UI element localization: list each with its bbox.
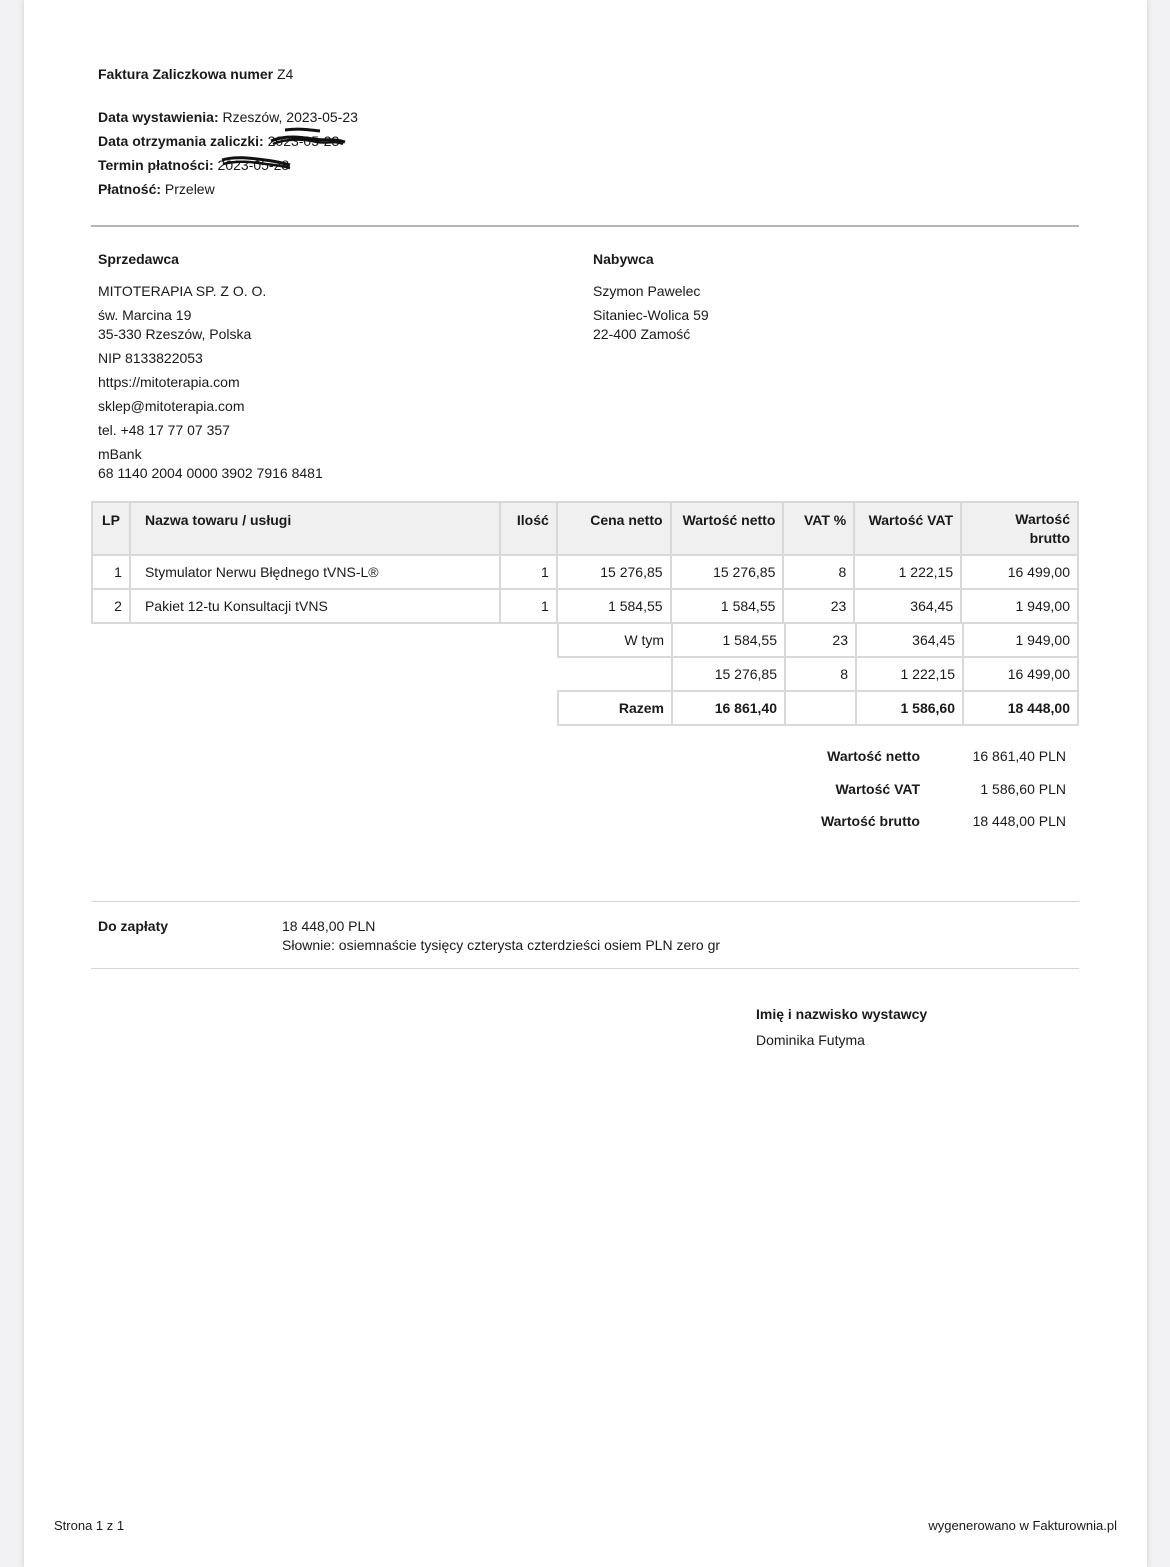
summary-total-gross: 18 448,00 — [963, 691, 1078, 725]
row-lp: 1 — [92, 555, 130, 589]
summary-total-row — [558, 691, 1078, 725]
totals-vat-label: Wartość VAT — [835, 781, 920, 797]
col-qty: Ilość — [500, 502, 557, 555]
row-net-value: 15 276,85 — [671, 555, 784, 589]
summary-empty-cell — [558, 657, 672, 691]
col-gross — [961, 502, 1078, 555]
row-name: Stymulator Nerwu Błędnego tVNS-L® — [130, 555, 500, 589]
due-date-label: Termin płatności: — [98, 157, 214, 173]
col-gross-line2: brutto — [1029, 530, 1070, 546]
row-net-value: 1 584,55 — [671, 589, 784, 623]
summary-row — [558, 623, 1078, 657]
totals-net-value: 16 861,40 PLN — [972, 748, 1066, 764]
payment-method-value: Przelew — [164, 181, 215, 197]
seller-phone: tel. +48 17 77 07 357 — [98, 422, 230, 438]
receipt-date-label: Data otrzymania zaliczki: — [98, 133, 264, 149]
totals-gross-value: 18 448,00 PLN — [972, 813, 1066, 829]
summary-net: 15 276,85 — [672, 657, 785, 691]
seller-heading: Sprzedawca — [98, 251, 179, 267]
row-vat-pct: 8 — [783, 555, 854, 589]
seller-city: 35-330 Rzeszów, Polska — [98, 326, 252, 342]
seller-bank: mBank — [98, 446, 142, 462]
items-table — [91, 501, 1079, 624]
seller-email: sklep@mitoterapia.com — [98, 398, 245, 414]
row-gross: 1 949,00 — [961, 589, 1078, 623]
row-net-price: 1 584,55 — [557, 589, 671, 623]
summary-total-label: Razem — [558, 691, 672, 725]
seller-nip: NIP 8133822053 — [98, 350, 203, 366]
col-lp: LP — [92, 502, 130, 555]
row-vat-value: 1 222,15 — [854, 555, 961, 589]
summary-vat-pct: 23 — [785, 623, 856, 657]
col-name: Nazwa towaru / usługi — [130, 502, 500, 555]
vat-summary-table — [557, 622, 1079, 726]
table-row — [92, 589, 1078, 623]
totals-net-label: Wartość netto — [827, 748, 920, 764]
issue-date-label: Data wystawienia: — [98, 109, 219, 125]
amount-due-value: 18 448,00 PLN — [282, 918, 376, 934]
amount-due-label: Do zapłaty — [98, 918, 169, 934]
issuer-name: Dominika Futyma — [756, 1032, 865, 1048]
summary-total-vat-pct-empty — [785, 691, 856, 725]
summary-vat: 1 222,15 — [856, 657, 963, 691]
summary-gross: 1 949,00 — [963, 623, 1078, 657]
issue-date-line — [98, 109, 358, 125]
amount-due-bottom-divider — [91, 968, 1079, 969]
col-net-value: Wartość netto — [671, 502, 784, 555]
seller-street: św. Marcina 19 — [98, 307, 192, 323]
receipt-date-line — [98, 133, 339, 149]
summary-w-tym-label: W tym — [558, 623, 672, 657]
amount-due-words: Słownie: osiemnaście tysięcy czterysta czterdzieści osiem PLN zero gr — [282, 937, 721, 953]
seller-website: https://mitoterapia.com — [98, 374, 240, 390]
row-qty: 1 — [500, 555, 557, 589]
buyer-heading: Nabywca — [593, 251, 654, 267]
row-lp: 2 — [92, 589, 130, 623]
due-date-line — [98, 157, 289, 173]
seller-account: 68 1140 2004 0000 3902 7916 8481 — [98, 465, 323, 481]
seller-name: MITOTERAPIA SP. Z O. O. — [98, 283, 267, 299]
row-vat-value: 364,45 — [854, 589, 961, 623]
summary-net: 1 584,55 — [672, 623, 785, 657]
due-date-value: 2023-05-28 — [217, 157, 290, 173]
summary-vat-pct: 8 — [785, 657, 856, 691]
header-divider — [91, 225, 1079, 227]
invoice-number: Z4 — [276, 66, 294, 82]
amount-due-top-divider — [91, 901, 1079, 902]
buyer-city: 22-400 Zamość — [593, 326, 691, 342]
receipt-date-value: 2023-05-23 — [267, 133, 340, 149]
summary-row — [558, 657, 1078, 691]
table-row — [92, 555, 1078, 589]
generated-by: wygenerowano w Fakturownia.pl — [928, 1518, 1117, 1533]
col-vat-pct: VAT % — [783, 502, 854, 555]
col-net-price: Cena netto — [557, 502, 671, 555]
payment-method-label: Płatność: — [98, 181, 162, 197]
row-net-price: 15 276,85 — [557, 555, 671, 589]
summary-vat: 364,45 — [856, 623, 963, 657]
page-number: Strona 1 z 1 — [54, 1518, 125, 1533]
summary-gross: 16 499,00 — [963, 657, 1078, 691]
row-vat-pct: 23 — [783, 589, 854, 623]
items-table-header — [92, 502, 1078, 555]
row-gross: 16 499,00 — [961, 555, 1078, 589]
buyer-street: Sitaniec-Wolica 59 — [593, 307, 709, 323]
invoice-title-label: Faktura Zaliczkowa numer — [98, 66, 274, 82]
summary-total-net: 16 861,40 — [672, 691, 785, 725]
row-name: Pakiet 12-tu Konsultacji tVNS — [130, 589, 500, 623]
issue-date-value: Rzeszów, 2023-05-23 — [222, 109, 358, 125]
totals-gross-label: Wartość brutto — [820, 813, 920, 829]
invoice-page — [24, 0, 1147, 1567]
col-gross-line1: Wartość — [1015, 511, 1070, 527]
payment-method-line — [98, 181, 215, 197]
col-vat-value: Wartość VAT — [854, 502, 961, 555]
summary-total-vat: 1 586,60 — [856, 691, 963, 725]
totals-vat-value: 1 586,60 PLN — [980, 781, 1066, 797]
row-qty: 1 — [500, 589, 557, 623]
invoice-title — [98, 66, 293, 82]
buyer-name: Szymon Pawelec — [593, 283, 701, 299]
issuer-label: Imię i nazwisko wystawcy — [756, 1006, 928, 1022]
